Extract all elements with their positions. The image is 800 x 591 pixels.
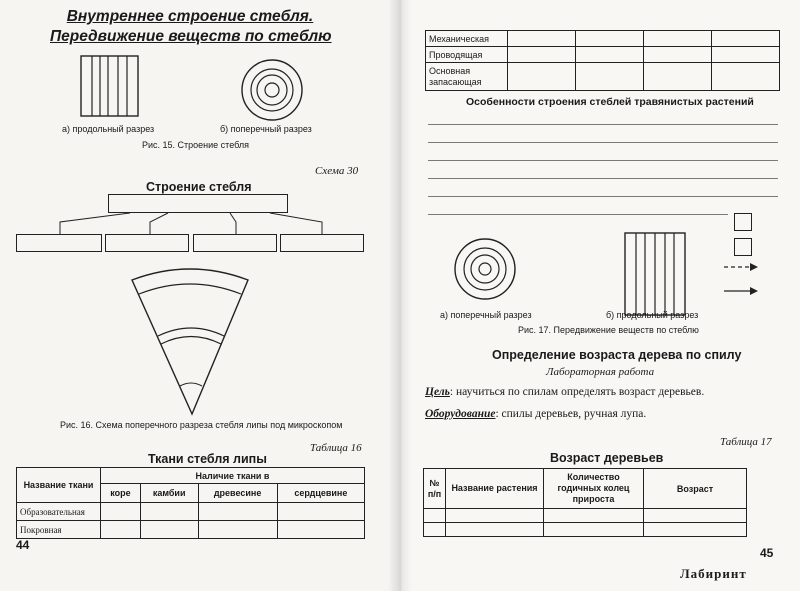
answer-line[interactable] [428, 124, 778, 125]
table-cell[interactable] [424, 509, 446, 523]
table-row [426, 31, 780, 47]
fig17-caption-a: а) поперечный разрез [440, 310, 532, 320]
equipment-line [425, 408, 646, 420]
table-cell[interactable] [101, 503, 141, 521]
table-row [17, 521, 365, 539]
table16-row-label: Образовательная [17, 503, 101, 521]
table-cell[interactable] [644, 509, 747, 523]
watermark-logo: Лабиринт [680, 566, 747, 581]
scheme-box-3[interactable] [193, 234, 277, 252]
table-cell[interactable] [508, 63, 576, 91]
answer-line[interactable] [428, 142, 778, 143]
table-cell[interactable] [198, 503, 277, 521]
right-page [398, 0, 800, 591]
table16-label: Таблица 16 [310, 442, 362, 454]
table16-header-name: Название ткани [17, 468, 101, 503]
table17-header: Количество годичных колец прироста [544, 469, 644, 509]
top-table-row-label: Механическая [426, 31, 508, 47]
table-cell[interactable] [277, 521, 364, 539]
answer-line[interactable] [428, 178, 778, 179]
left-page [0, 0, 398, 591]
table-cell[interactable] [446, 523, 544, 537]
table-row [426, 63, 780, 91]
scheme-box-2[interactable] [105, 234, 189, 252]
cross-section-figure [453, 237, 517, 301]
scheme-label: Схема 30 [315, 165, 359, 177]
scheme-connectors [0, 0, 398, 240]
longitudinal-section-figure [624, 232, 686, 316]
answer-line[interactable] [428, 214, 728, 215]
page-title-line1: Внутреннее строение стебля. [66, 8, 314, 25]
fig17-caption-b: б) продольный разрез [606, 310, 699, 320]
table17-title: Возраст деревьев [550, 451, 664, 465]
legend-box-1[interactable] [734, 213, 752, 231]
table-cell[interactable] [644, 523, 747, 537]
table-cell[interactable] [712, 47, 780, 63]
table-cell[interactable] [140, 521, 198, 539]
table-cell[interactable] [508, 31, 576, 47]
table-cell[interactable] [576, 47, 644, 63]
table-cell[interactable] [198, 521, 277, 539]
table16 [16, 467, 365, 539]
answer-line[interactable] [428, 196, 778, 197]
lab-subtitle: Лабораторная работа [546, 366, 655, 378]
fig15-caption-b: б) поперечный разрез [220, 124, 312, 134]
table16-row-label: Покровная [17, 521, 101, 539]
top-table-row-label: Проводящая [426, 47, 508, 63]
table16-subheader: древесине [198, 484, 277, 503]
table16-subheader: коре [101, 484, 141, 503]
legend-box-2[interactable] [734, 238, 752, 256]
table16-subheader: сердцевине [277, 484, 364, 503]
table17-label: Таблица 17 [720, 436, 772, 448]
table-cell[interactable] [644, 47, 712, 63]
lab-title: Определение возраста дерева по спилу [492, 348, 742, 362]
equipment-label: Оборудование [425, 408, 496, 420]
table-row [424, 509, 747, 523]
book-gutter [388, 0, 412, 591]
page-number-left: 44 [16, 538, 30, 552]
fig17-caption: Рис. 17. Передвижение веществ по стеблю [518, 325, 699, 335]
scheme-title: Строение стебля [146, 180, 252, 194]
table-cell[interactable] [544, 509, 644, 523]
goal-text: : научиться по спилам определять возраст деревьев. [449, 386, 705, 398]
legend-solid-arrow-icon [724, 286, 758, 296]
answer-line[interactable] [428, 160, 778, 161]
table-cell[interactable] [576, 31, 644, 47]
table-row [426, 47, 780, 63]
table-cell[interactable] [446, 509, 544, 523]
table-cell[interactable] [424, 523, 446, 537]
table-cell[interactable] [644, 63, 712, 91]
table-cell[interactable] [712, 31, 780, 47]
features-title: Особенности строения стеблей травянистых растений [466, 96, 754, 108]
fig15-caption-a: а) продольный разрез [62, 124, 155, 134]
scheme-box-4[interactable] [280, 234, 364, 252]
top-table-row-label: Основная запасающая [426, 63, 508, 91]
table17 [423, 468, 747, 537]
fig16-caption: Рис. 16. Схема поперечного разреза стебля липы под микроскопом [60, 420, 343, 430]
table16-header-presence: Наличие ткани в [101, 468, 365, 484]
scheme-box-1[interactable] [16, 234, 102, 252]
table-cell[interactable] [508, 47, 576, 63]
table17-header: Возраст [644, 469, 747, 509]
table16-subheader: камбии [140, 484, 198, 503]
table17-header: № п/п [424, 469, 446, 509]
goal-label: Цель [425, 386, 450, 398]
fig15-caption: Рис. 15. Строение стебля [142, 140, 249, 150]
table-cell[interactable] [576, 63, 644, 91]
table-cell[interactable] [101, 521, 141, 539]
table-cell[interactable] [140, 503, 198, 521]
table-cell[interactable] [712, 63, 780, 91]
table-row [17, 503, 365, 521]
page-title-line2: Передвижение веществ по стеблю [50, 28, 332, 45]
linden-stem-cross-section-wedge [130, 262, 250, 422]
goal-line [425, 386, 704, 398]
table-row [424, 523, 747, 537]
top-tissue-table [425, 30, 780, 91]
table17-header: Название растения [446, 469, 544, 509]
table-cell[interactable] [277, 503, 364, 521]
table-cell[interactable] [544, 523, 644, 537]
equipment-text: : спилы деревьев, ручная лупа. [495, 408, 647, 420]
table16-title: Ткани стебля липы [148, 452, 267, 466]
table-cell[interactable] [644, 31, 712, 47]
page-number-right: 45 [760, 546, 774, 560]
legend-dashed-arrow-icon [724, 262, 758, 272]
